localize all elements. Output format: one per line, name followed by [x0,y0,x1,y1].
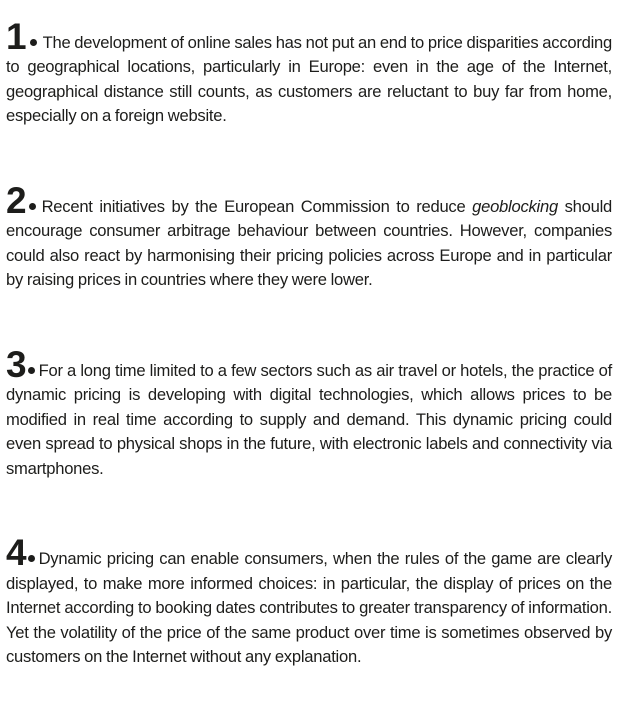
point-text: For a long time limited to a few sectors such as air travel or hotels, the practice of dynamic pricing is developing with digital technologies, which allows prices to be modified in real time according to supply and demand. This dynamic pricing could even spread to physical shops in the future, with electronic labels and connectivity via smartphones. [6,360,612,478]
point-text: The development of online sales has not put an end to price disparities according to geographical locations, particularly in Europe: even in the age of the Internet, geographical distance still counts, as customers are reluctant to buy far from home, especially on a foreign website. [6,32,612,126]
bullet-dot-icon [28,555,35,562]
key-points-list [6,10,612,686]
key-point-3 [6,343,612,482]
key-point-1 [6,15,612,129]
point-number: 4 [6,532,26,574]
point-text: Recent initiatives by the European Commission to reduce [41,196,473,216]
point-number: 2 [6,179,26,221]
point-text: Dynamic pricing can enable consumers, when the rules of the game are clearly displayed, to make more informed choices: in particular, the display of prices on the Internet according to booking dates contributes to greater transparency of information. Yet the volatility of the price of the same product over time is sometimes observed by customers on the Internet without any explanation. [6,549,612,667]
key-point-4 [6,532,612,670]
bullet-dot-icon [29,203,36,210]
bullet-dot-icon [28,367,35,374]
key-point-2 [6,179,612,293]
bullet-dot-icon [30,39,37,46]
point-emphasis: geoblocking [472,196,558,216]
point-text-continued: should encourage consumer arbitrage behaviour between countries. However, companies could also react by harmonising their pricing policies across Europe and in particular by raising prices in countries where they were lower. [6,196,612,290]
point-number: 1 [6,15,26,57]
point-number: 3 [6,343,26,385]
